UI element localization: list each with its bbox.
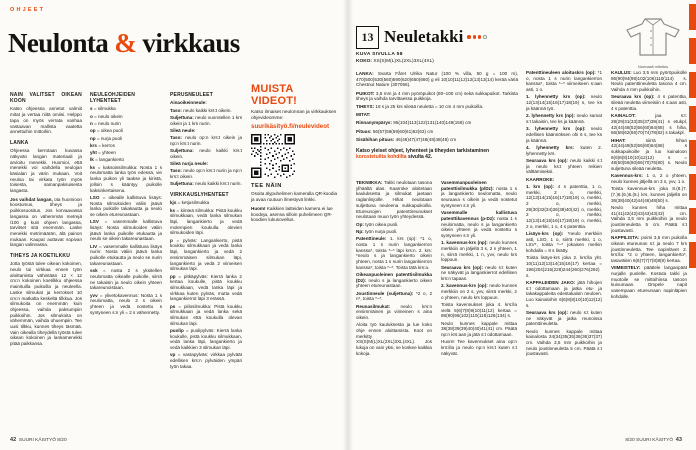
stitch-term: Ainaoikeinneule:	[170, 100, 207, 106]
instruction-term: KAPPALEIDEN JAKO:	[526, 279, 576, 285]
instruction-item	[356, 322, 432, 356]
abbr-item	[170, 352, 242, 369]
garment-schematic	[620, 16, 686, 69]
abbr-item	[90, 268, 162, 291]
photo-reference: KUVA SIVULLA 58	[356, 52, 403, 57]
instruction-term: Oikeanpuoleinen patenttisilmukka (Dz):	[356, 271, 432, 283]
paragraph-text: ota huomioon koostumus, tiheys ja puikkosuositus. Jos korvaavassa langassa on vähemmän metrejä /100 g kuin ohjeen langassa, tarvitset sitä enemmän. Laske menekki metrimäärän, älä painon mukaan. Kaupat auttavat sopivan langan valinnassa.	[10, 196, 82, 248]
difficulty-rating	[467, 35, 486, 39]
instruction-item	[441, 265, 517, 282]
abbr-definition: = nosta 2 s yksitellen neulomatta oikealle puikolle, siirrä ne takaisin ja neulo oikein yhteen takareunoistaan.	[90, 268, 162, 291]
materials-row	[356, 120, 518, 126]
materials-label: TIHEYS:	[356, 104, 375, 110]
stitch-term: Suljettuna:	[170, 148, 194, 154]
instruction-text: 1 o, 2 o yhteen, neulo kunnes jäljellä on 3 s, yvv, 1 o.	[611, 173, 687, 185]
instruction-text: neulo samat s:t takaisin, tee ks ja käännä.	[526, 113, 602, 124]
instruction-item	[356, 222, 432, 228]
instruction-item	[526, 145, 602, 156]
abbr-item	[170, 304, 242, 327]
heading-gauge: TIHEYS JA KOETILKKU	[10, 253, 71, 260]
instruction-text: neulo kunnes merkkiin on jäljellä 3 s, 2 n yhteen, 1 n, siirrä merkki, 1 n, yvv, neulo krs loppuun.	[441, 240, 517, 263]
heading-choose-size: NÄIN VALITSET OIKEAN KOON	[10, 92, 82, 105]
edge-tab	[689, 140, 696, 166]
column-knit-abbreviations	[90, 92, 162, 432]
abbr-term: ks	[170, 207, 176, 213]
instruction-text: Neulo kunnes kappale mittaa 38(38)39(39)40(40)41(41) cm. Päätä np:n krs:aan ja jätä s:t odottamaan.	[441, 320, 517, 338]
abbr-item	[90, 219, 162, 242]
instruction-text: Takki neulotaan tasona ylhäältä alas. Kaarroke aloitetaan kauluksesta ja silmukat jaetaan raglanlinjoille. Hihat neulotaan suljettuna neuleena sukkapuikoilla. Etureunojen patenttireunukset neulotaan muun työn yhteydessä.	[356, 180, 432, 220]
abbr-definition: = vastapylväs: virkkaa pylväät edellisen krs:n pylväiden ympäri työn takaa.	[170, 352, 242, 369]
pattern-number: 13	[361, 30, 374, 44]
abbr-definition: = pylväs: Langankierto, pistä koukku silmukkaan ja vedä lanka läpi, langankierto ja vedä 2 ensimmäisen silmukan läpi, langankierto ja vedä 2 viimeisen silmukan läpi.	[170, 237, 242, 272]
instruction-term: Kavennus-krs:	[611, 173, 643, 179]
instruction-term: Reunasilmukat:	[356, 303, 391, 309]
materials-value: 56(57)58(59)60(61)62(63) cm	[372, 128, 434, 134]
pattern-title	[384, 27, 487, 47]
page-gutter	[343, 0, 353, 450]
instruction-column-2	[441, 180, 517, 432]
general-instructions-note	[356, 148, 518, 161]
abbr-term: p	[170, 237, 173, 243]
instruction-text: Luo 3,5 mm pyöröpuikolle 86(90)94(98)102(106)110(114) s. Neulo patenttineuletta tasona 4 cm. Vaihda 4 mm puikkoihin.	[611, 70, 687, 93]
instruction-text: neulo kaikki s:t ja neulo ks:t yhteen reikien välttämiseksi.	[526, 157, 602, 175]
abbr-term: krs	[90, 142, 97, 148]
instruction-item	[526, 184, 602, 230]
page-number-right: 43	[675, 437, 682, 443]
instruction-term: 2. lyhennetty krs (np):	[526, 113, 575, 119]
abbr-term: kjs	[170, 200, 177, 206]
instruction-item	[611, 235, 687, 264]
instruction-item	[526, 231, 602, 254]
materials-label: Rinnanympärys:	[356, 120, 392, 126]
instruction-item	[356, 304, 432, 321]
abbr-term: LIV	[90, 243, 98, 249]
instruction-text: neulo krs:n ensimmäinen ja viimeinen s aina oikein.	[356, 303, 432, 321]
heading-yarn: LANKA	[10, 139, 29, 146]
abbr-definition: = piilosilmukka: Pistä koukku silmukkaan ja vedä lanka sekä silmukan että koukulla olevan silmukan läpi.	[170, 303, 242, 326]
instruction-text: neulo s ja langankierto oikein yhteen etureunastaan.	[356, 277, 432, 289]
stitch-item	[170, 148, 242, 159]
note-post: sivulta 42.	[407, 154, 433, 161]
footer-left	[10, 437, 67, 443]
paragraph	[10, 197, 82, 248]
section-kicker: OHJEET	[10, 7, 46, 13]
schematic-caption: Normaali mitoitus	[637, 64, 669, 69]
instruction-term: KAINALOT:	[611, 113, 636, 119]
abbr-item	[170, 328, 242, 351]
instruction-item	[526, 70, 602, 93]
abbr-definition: = ketjusilmukka	[177, 200, 210, 206]
instruction-term: Patenttineule:	[356, 236, 387, 242]
instruction-term: 4. lyhennetty krs:	[526, 144, 575, 150]
instruction-text: 4 s patenttia, 1 o, merkki, 2 o, merkki, 12(13)14(15)16(17)18(19) o, merkki, 2 o, merkki, 28(30)32(34)36(38)40(42) o, merkki, 2 o, merkki, 12(13)14(15)16(17)18(19) o, merkki, 2 o, merkki, 1 o, 4 s patenttia.	[526, 183, 602, 229]
abbr-term: n	[90, 121, 93, 126]
stitch-item	[170, 108, 242, 114]
instruction-term: Vasemmanpuoleinen patenttisilmukka (p/Dz):	[441, 180, 494, 191]
abbr-term: ks	[90, 164, 96, 170]
instruction-term: KAARROKE:	[526, 176, 555, 182]
note-lead: Huom!	[251, 205, 266, 211]
instruction-text: jaa s:t: 28(29)31(33)35(37)39(41) s etukpl, 42(44)48(52)56(60)64(68) s hiha, 56(58)62(66)70(74)78(82) s takakpl.	[611, 113, 687, 136]
stitch-term: Suljettuna:	[170, 114, 194, 120]
title-part-1: Neulonta	[8, 28, 115, 58]
instruction-term: 2. kavennus-krs (op):	[441, 283, 488, 289]
abbr-item	[170, 208, 242, 237]
stitch-term: Taso:	[170, 168, 182, 174]
stitch-term: Sileä nurja neule:	[170, 161, 209, 167]
note-text	[251, 206, 339, 223]
instruction-item	[526, 177, 602, 183]
abbr-item	[90, 136, 162, 142]
materials-label: Pituus:	[356, 128, 372, 134]
instruction-item	[441, 321, 517, 338]
instruction-item	[611, 138, 687, 172]
stitch-item	[170, 128, 242, 134]
instruction-text: Huom! Tee kavennukset aina op:n krs:illa ja neulo np:n krs:t kuten s:t näkyvät.	[441, 339, 517, 356]
size-line	[356, 59, 434, 64]
instruction-term: VIIMEISTELY:	[611, 265, 641, 271]
instruction-item	[611, 205, 687, 234]
abbr-definition: = oikealle kallistuva lisäys: Nosta silmukoiden väliin jäävä lanka puikolle takakautta ja neulo se oikein etureunastaan.	[90, 194, 162, 217]
stitch-term: Sileä neule:	[170, 127, 196, 133]
instruction-term: Patenttineuleen aloituskrs (op):	[526, 70, 596, 75]
instruction-item	[441, 283, 517, 300]
edge-tab	[689, 72, 696, 98]
instruction-text: *2 o, 2 n*, toista *–*.	[356, 290, 432, 302]
instruction-item	[441, 210, 517, 239]
abbr-term: puolip	[170, 328, 184, 334]
abbr-definition: = langankierto	[95, 157, 125, 163]
instruction-item	[526, 310, 602, 327]
instruction-text: neulo edellisen käännöksen ohi 6 s, tee ks ja käännä.	[526, 126, 602, 143]
abbr-definition: = yhteen	[98, 150, 116, 156]
materials-value: Svarta Fåret Ulrika Natur (100 % villa, 50 g = 100 m), 470(500)530(560)590(620)650(680) g eli 10(10)11(12)12(13)13(14) kerää väriä Chestnut Nature (307056).	[356, 71, 519, 88]
abbr-definition: = kerros	[98, 142, 115, 148]
abbr-term: yvv	[90, 292, 98, 298]
title-ampersand: &	[114, 28, 137, 58]
paragraph: Katso ohjeessa annetut valmiit mitat ja vertaa niitä omiisi. Helppo tapa on myös verrata vanhaa vastaavan mallista vaatetta annettuihin mittoihin.	[10, 106, 82, 135]
instruction-text: Toista kavennus-krs joka 8.(8.)7.(7.)6.(6.)5.(5.) krs, kunnes jäljellä on 36(38)40(42)44(46)48(50) s.	[611, 186, 687, 203]
materials-label: MITAT:	[356, 112, 371, 118]
instruction-item	[526, 126, 602, 143]
materials-row	[356, 137, 518, 143]
abbr-item	[90, 157, 162, 163]
instruction-text: neulo 12(13)14(15)16(17)18(19) s, tee ks ja käännä työ.	[526, 94, 602, 111]
column-basic-stitches	[170, 92, 242, 432]
stitch-definition: neulo kaikki krs:t nurin.	[195, 181, 242, 187]
edge-tab	[689, 174, 696, 200]
stitch-term: Suljettuna:	[170, 181, 194, 187]
instruction-text: työn nurja puoli.	[364, 228, 398, 234]
abbr-definition: = kaksoissilmukka: Nosta 1 s neulomatta lanka työn edessä, vie lanka puikon yli taakse ja kiristä, jolloin s kääntyy puikolle kaksinkertaisena.	[90, 164, 162, 193]
paragraph: Ohjeessa kerrotaan kuvassa näkyvän langan materiaali ja arvioitu menekki. Huomioi, että menekki voi vaihdella neulojan käsialan ja värin mukaan. Voit neuloa tai virkata työn myös toisesta, samanpaksuisesta langasta.	[10, 148, 82, 194]
instruction-item	[356, 291, 432, 302]
instruction-item	[356, 229, 432, 235]
edge-tab	[689, 38, 696, 64]
stitch-term: Taso:	[170, 107, 182, 113]
instruction-column-1	[356, 180, 432, 432]
instruction-item	[611, 94, 687, 111]
abbr-term: ssk	[90, 268, 98, 274]
instruction-item	[611, 265, 687, 299]
stitch-term: Taso:	[170, 135, 182, 141]
instruction-text: neulo kunnes merkkiin on 2 s, yvv, siirrä merkki, 2 o yhteen, neulo krs loppuun.	[441, 283, 517, 300]
difficulty-dot-filled	[467, 35, 471, 39]
instruction-text: jätä hihojen s:t odottamaan ja jatka etu- ja takakappaleita edestakaisin neuloen. Luo kainaloihin 6(6)8(8)10(10)12(12) s.	[526, 279, 602, 308]
videos-text: Katso ilmaiset neulonnan ja virkkauksen ohjevideomme:	[251, 110, 337, 121]
abbr-term: s	[90, 106, 93, 112]
difficulty-dot-empty	[483, 35, 487, 39]
abbr-term: np	[90, 135, 96, 141]
instruction-text: neulo s:t kuten ne näkyvät ja jatka reunoissa patenttineuletta.	[526, 309, 602, 327]
materials-row	[356, 112, 518, 118]
abbr-term: LSV	[90, 219, 99, 225]
abbr-definition: = vasemmalle kallistuva lisäys nurin: Nosta väliin jäävä lanka puikolle etukautta ja neulo se nurin takareunastaan.	[90, 243, 162, 266]
instruction-item	[526, 329, 602, 358]
abbr-term: vp	[170, 352, 176, 358]
stitch-definition: neulo vuorotellen 1 krs oikein ja 1 krs nurin.	[170, 114, 242, 126]
column-videos	[251, 84, 339, 434]
instruction-item	[611, 186, 687, 203]
instruction-text: työn oikea puoli.	[365, 221, 399, 227]
instruction-item	[526, 280, 602, 309]
edge-tab	[689, 242, 696, 268]
instruction-item	[526, 158, 602, 175]
abbr-item	[90, 128, 162, 134]
instruction-item	[356, 180, 432, 220]
instruction-text: Toista kavennukset joka 4. krs:lla vielä 5(6)7(8)9(10)11(12) kertaa = 86(90)96(102)110(118)126(134) s.	[441, 302, 517, 319]
instruction-term: Seuraava krs (op):	[526, 157, 568, 163]
abbr-definition: = oikea puoli	[96, 128, 123, 134]
instruction-term: Joustinneule (suljettuna):	[356, 290, 414, 296]
videos-link: suurikäsityö.fi/neulevideot	[251, 123, 330, 130]
edge-tab	[689, 4, 696, 30]
qr-code	[251, 134, 295, 178]
abbr-item	[170, 274, 242, 303]
instruction-item	[611, 70, 687, 93]
abbr-item	[90, 106, 162, 112]
abbr-term: op	[90, 128, 96, 134]
instruction-term: 1. krs (op):	[526, 183, 555, 189]
abbr-definition: = kiinteä silmukka: Pistä koukku silmukkaan, vedä lanka silmukan läpi, langankierto ja vedä molempien koukulla olevien silmukoiden läpi.	[170, 207, 242, 236]
abbr-item	[90, 293, 162, 316]
stitch-definition: neulo op:n krs:t oikein ja np:n krs:t nurin.	[170, 135, 242, 146]
instruction-term: Lisäys-krs (op):	[526, 231, 564, 237]
instruction-item	[441, 180, 517, 209]
stitch-item	[170, 161, 242, 167]
materials-label: LANKA:	[356, 71, 374, 76]
abbr-item	[90, 114, 162, 120]
title-part-2: virkkaus	[136, 28, 240, 58]
instruction-item	[356, 272, 432, 289]
page-number-left: 42	[10, 437, 17, 443]
videos-heading: MUISTA VIDEOT!	[251, 84, 298, 107]
abbr-definition: = nurja puoli	[96, 135, 123, 141]
instruction-text: nosta 1 s ja langankierto neulomatta, neulo seuraava s oikein ja vedä nostetut syntyneen s:n yli.	[441, 185, 517, 208]
abbr-definition: = puolipylväs: Kierrä lanka koukulle, pistä koukku silmukkaan, vedä lanka läpi, langankierto ja vedä kaikkien 3 silmukan läpi.	[170, 328, 242, 351]
instruction-text: kuten 2. lyhennetty krs.	[526, 144, 602, 156]
instruction-column-4	[611, 70, 687, 432]
stitch-item	[170, 100, 242, 106]
instruction-term: TEKNIIKKA:	[356, 180, 383, 185]
instruction-term: Seuraava krs (op):	[441, 264, 483, 270]
abbr-definition: = neulo oikein	[94, 113, 123, 119]
abbr-item	[90, 150, 162, 156]
how-to-heading: TEE NÄIN	[251, 183, 282, 190]
instruction-item	[526, 255, 602, 278]
instruction-term: Np:	[356, 228, 364, 234]
stitch-item	[170, 168, 242, 179]
instruction-text: Aloita työ kauluksesta ja lue koko ohje ennen aloittamista. Koot on merkitty XS(S)M(L)XL(2XL)3XL(4XL). Jos lukuja on vain yksi, se koskee kaikkia kokoja.	[356, 322, 432, 356]
abbr-definition: = neulo nurin	[94, 121, 121, 126]
footer-right	[625, 437, 682, 443]
instruction-item	[441, 339, 517, 356]
difficulty-dot-filled	[473, 35, 477, 39]
stitch-definition: neulo kaikki krs:t oikein.	[183, 107, 232, 113]
instruction-item	[611, 173, 687, 184]
instruction-text: neulo s:t kuten ne näkyvät ja langankierrot edellisen krs:n tapaan.	[441, 264, 517, 282]
abbr-term: yht	[90, 150, 97, 156]
instruction-term: 1. lyhennetty krs (op):	[526, 94, 586, 100]
edge-tab	[689, 208, 696, 234]
materials-value: 3,5 mm ja 4 mm pyöröpuikot (80–100 cm) sekä sukkapuikot. Tarkista tiheys ja vaihda tarvittaessa puikkoja.	[356, 90, 518, 102]
materials-row	[356, 129, 518, 135]
instruction-text: *neulo merkkiin asti, LSO, 1 o, siirrä merkki, 1 o, LSV*, toista *–* jokaisen merkin kohdalla = 8 s lisätty.	[526, 231, 602, 254]
size-label: KOKO:	[356, 59, 372, 64]
how-to-text: Osoita älypuhelimen kameralla QR-koodia ja avaa ruutuun ilmestyvä linkki.	[251, 191, 338, 203]
instruction-term: KAULUS:	[611, 70, 632, 75]
instruction-term: Op:	[356, 221, 364, 227]
abbr-definition: = ylivetokavennus: Nosta 1 s neulomatta, neulo 2 s oikein yhteen ja vedä nostettu s syntyneen s:n yli = 2 s vähennetty.	[90, 292, 162, 315]
abbr-definition: = vasemmalle kallistuva lisäys: Nosta silmukoiden väliin jäävä lanka puikolle etukautta ja neulo se oikein takareunastaan.	[90, 219, 162, 242]
difficulty-dot-filled	[478, 35, 482, 39]
materials-value: 46(46)47(47)48(48)48(48) cm	[395, 136, 457, 142]
abbr-item	[90, 121, 162, 127]
abbr-term: LSO	[90, 194, 100, 200]
abbr-item	[90, 165, 162, 194]
heading-knit-abbr: NEULEOHJEIDEN LYHENTEET	[90, 92, 136, 105]
paragraph: Jotta työstä tulee oikean kokoinen, neulo tai virkkaa ennen työn aloittamista vähintään 12 × 12 cm:n kokoinen koetilkku ohjeessa mainituilla puikoilla ja neuleella. Laske silmukat ja kerrokset 10 cm:n matkalta keskeltä tilkkua. Jos silmukoita on enemmän kuin ohjeessa, vaihda paksumpiin puikkoihin. Jos silmukoita on vähemmän, vaihda ohuempiin. Tee uusi tilkku, kunnes tiheys täsmää. Vain oikealla tiheydellä työstä tulee oikean kokoinen ja lankamenekki pitää paikkansa.	[10, 261, 82, 347]
abbr-term: lk	[90, 157, 94, 163]
note-pre: Katso yleiset ohjeet, lyhenteet ja tiheyden tarkistaminen	[356, 148, 490, 154]
abbr-definition: = pitkäpylväs: Kierrä lanka 2 kertaa koukulle, pistä koukku silmukkaan, vedä lanka läpi ja virkkaa kuten pylväs, mutta vedä langankierrot läpi 3 erässä.	[170, 273, 242, 302]
abbr-term: pp	[170, 273, 176, 279]
abbr-definition: = silmukka	[93, 106, 116, 112]
materials-row	[356, 104, 518, 110]
stitch-item	[170, 181, 242, 187]
instruction-text: päättele langanpäät nurjalle puolelle. Kostuta takki ja muotoile se mittoihinsa tasoon kuivumaan. Ompele napit vasempaan etureunaan napinläpien kohdalle.	[611, 265, 687, 299]
instruction-item	[441, 302, 517, 319]
pattern-title-text: Neuletakki	[384, 27, 464, 46]
stitch-item	[170, 115, 242, 126]
instruction-column-3	[526, 70, 602, 432]
instruction-term: Seuraava krs (op):	[611, 94, 655, 100]
cardigan-sketch-icon	[620, 16, 686, 58]
instruction-item	[611, 113, 687, 136]
instruction-text: Toista lisäys-krs joka 2. krs:lla yht. 10(11)12(13)14(15)16(17) kertaa = 196(204)216(228)244(260)276(292) s.	[526, 255, 602, 278]
abbr-item	[90, 143, 162, 149]
instruction-item	[441, 240, 517, 263]
stitch-definition: neulo kaikki krs:t oikein.	[170, 148, 242, 159]
instruction-text: Neulo kunnes hiha mittaa 41(41)42(42)43(43)43(43) cm. Vaihda 3,5 mm puikkoihin ja neulo joustinneuletta 5 cm. Päätä s:t joustavasti.	[611, 205, 687, 233]
instruction-text: siirrä hihan 42(44)48(52)56(60)64(68) s sukkapuikoille ja luo kainaloon 6(6)8(8)10(10)12(12) s = 48(50)56(60)66(70)76(80) s. Neulo suljettuna sileää neuletta.	[611, 137, 687, 172]
instruction-text: 1. krs (op): *1 o, nosta 1 s nurin langankierron kanssa*, toista *–* läpi krs:n. 2. krs: *neulo s ja langankierto oikein yhteen, nosta 1 s nurin langankierron kanssa*, toista *–*. Toista tätä krs:a.	[356, 236, 432, 270]
magazine-name-left: SUURI KÄSITYÖ 8/20	[18, 438, 67, 443]
materials-row	[356, 71, 518, 88]
instruction-term: Vasemmalle kallistuva patenttikavennus (p-Dz):	[441, 210, 517, 221]
instruction-term: NAPPILISTA:	[611, 235, 640, 241]
instruction-item	[526, 94, 602, 111]
materials-label: PUIKOT:	[356, 90, 375, 96]
stitch-item	[170, 135, 242, 146]
materials-value: 95(104)113(122)131(140)149(158) cm	[393, 120, 472, 126]
abbr-term: ps	[170, 303, 176, 309]
instruction-text: *1 o, nosta 1 s nurin langankierron kanssa*, toista *–* viimeiseen s:aan asti, 1 o.	[526, 70, 602, 93]
instruction-text: nosta 1 s neulomatta, neulo s ja langankierto oikein yhteen ja vedä nostettu s syntyneen s:n yli.	[441, 215, 517, 238]
abbr-term: o	[90, 113, 93, 119]
materials-block	[356, 71, 518, 145]
column-size-advice	[10, 92, 82, 432]
abbr-item	[170, 200, 242, 206]
instruction-text: poimi 3,5 mm puikolla oikean etureunan s:t ja neulo 7 krs joustinneuletta. Tee napinlävet 2. krs:lla: *2 o yhteen, langankierto*, tasavälein 6(6)7(7)7(8)8(8) kertaa.	[611, 235, 687, 263]
instruction-term: HIHAT:	[611, 137, 626, 143]
materials-row	[356, 91, 518, 102]
abbr-item	[90, 244, 162, 267]
lead-in: Jos vaihdat langan,	[10, 196, 53, 202]
instruction-term: 3. lyhennetty krs (op):	[526, 126, 586, 132]
stitch-list	[170, 100, 242, 187]
abbr-list	[90, 106, 162, 315]
stitch-definition: neulo op:n krs:t nurin ja np:n krs:t oikein.	[170, 168, 242, 180]
instruction-term: Seuraava krs (op):	[526, 309, 568, 315]
note-highlight: korostetuilta kohdilta	[356, 154, 407, 161]
size-values: XS(S)M(L)XL(2XL)3XL(4XL)	[373, 59, 434, 64]
instruction-text: 4 s patenttia, sileää neuletta viimeisiin 4 s:aan asti, 4 s patenttia.	[611, 94, 687, 111]
instruction-text: Neulo kunnes kappale mittaa kainalosta 34(34)35(35)36(36)37(37) cm. Vaihda 3,5 mm puikkoihin ja neulo joustinneuletta 5 cm. Päätä s:t joustavasti.	[526, 328, 602, 357]
note-body: Kaikkien laitteiden kamera ei lue koodeja, asenna silloin puhelimeen QR-koodien lukusovellus.	[251, 205, 333, 223]
edge-tab	[689, 106, 696, 132]
instruction-item	[526, 113, 602, 124]
abbr-item	[90, 195, 162, 218]
pattern-number-box	[356, 26, 379, 49]
heading-crochet-abbr: VIRKKAUSLYHENTEET	[170, 192, 229, 199]
heading-basic-stitches: PERUSNEULEET	[170, 92, 213, 98]
page-title	[8, 28, 308, 59]
crochet-abbr-list	[170, 200, 242, 369]
magazine-name-right: 8/20 SUURI KÄSITYÖ	[625, 438, 674, 443]
instruction-term: 1. kavennus-krs (np):	[441, 240, 488, 246]
instruction-item	[356, 236, 432, 270]
materials-label: Sisähihan pituus:	[356, 136, 395, 142]
abbr-item	[170, 238, 242, 272]
materials-value: 18 s ja 25 krs sileää neuletta = 10 cm 4 mm puikoilla.	[375, 104, 484, 110]
